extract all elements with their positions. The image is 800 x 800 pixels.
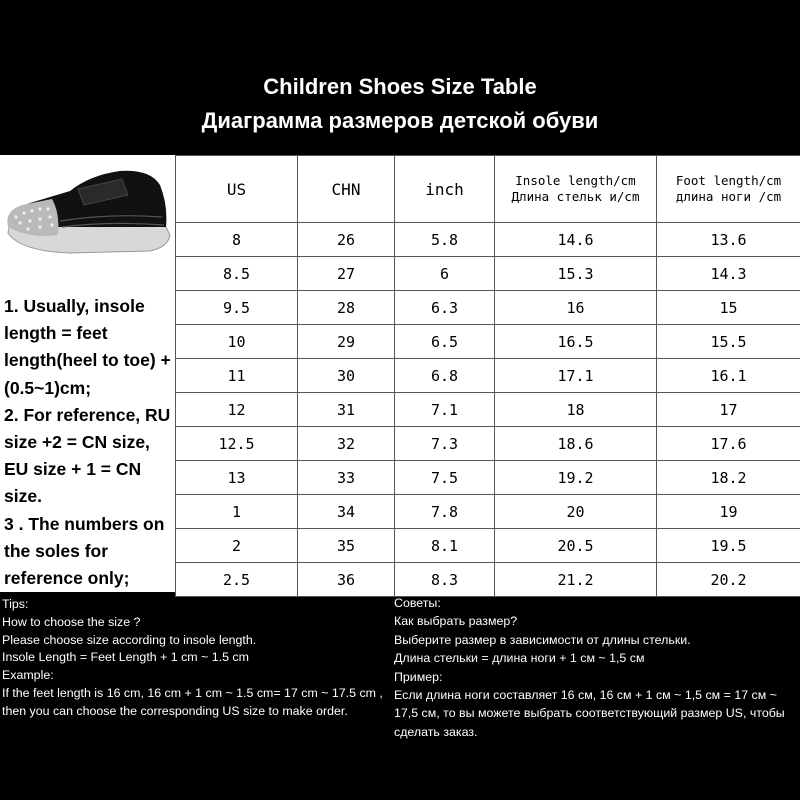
cell-us: 2 — [176, 529, 298, 563]
cell-chn: 29 — [298, 325, 395, 359]
cell-us: 12 — [176, 393, 298, 427]
tips-ru-line: Длина стельки = длина ноги + 1 см ~ 1,5 см — [394, 651, 645, 666]
cell-chn: 28 — [298, 291, 395, 325]
tips-ru-line: Выберите размер в зависимости от длины стельки. — [394, 632, 691, 647]
cell-inch: 7.8 — [395, 495, 495, 529]
cell-foot: 20.2 — [657, 563, 800, 597]
cell-foot: 18.2 — [657, 461, 800, 495]
cell-inch: 6.8 — [395, 359, 495, 393]
note-3: 3 . The numbers on the soles for reference only; — [4, 513, 165, 589]
table-row — [176, 563, 800, 597]
table-row — [176, 495, 800, 529]
header-foot — [657, 156, 800, 223]
cell-us: 9.5 — [176, 291, 298, 325]
cell-insole: 18 — [495, 393, 657, 427]
cell-us: 10 — [176, 325, 298, 359]
tips-ru-line: Если длина ноги составляет 16 см, 16 см + 1 см ~ 1,5 см = 17 см ~ 17,5 см, то вы можете выбрать соответствующий размер US, чтобы сделать заказ. — [394, 688, 785, 739]
cell-foot: 15 — [657, 291, 800, 325]
cell-inch: 8.1 — [395, 529, 495, 563]
table-row — [176, 359, 800, 393]
title-english: Children Shoes Size Table — [263, 74, 537, 99]
cell-chn: 27 — [298, 257, 395, 291]
header-insole-en: Insole length/cm — [515, 173, 636, 188]
header-us: US — [176, 156, 298, 223]
cell-insole: 18.6 — [495, 427, 657, 461]
cell-us: 8.5 — [176, 257, 298, 291]
cell-foot: 17.6 — [657, 427, 800, 461]
cell-foot: 19.5 — [657, 529, 800, 563]
table-row — [176, 291, 800, 325]
tips-en-line: Example: — [2, 668, 54, 683]
cell-inch: 6 — [395, 257, 495, 291]
header-insole-ru: Длина стельк и/cm — [511, 189, 640, 204]
cell-foot: 14.3 — [657, 257, 800, 291]
cell-inch: 7.5 — [395, 461, 495, 495]
table-row — [176, 529, 800, 563]
cell-inch: 7.1 — [395, 393, 495, 427]
cell-chn: 30 — [298, 359, 395, 393]
cell-insole: 16 — [495, 291, 657, 325]
cell-chn: 26 — [298, 223, 395, 257]
header-insole — [495, 156, 657, 223]
cell-insole: 20.5 — [495, 529, 657, 563]
cell-insole: 20 — [495, 495, 657, 529]
tips-ru-line: Как выбрать размер? — [394, 614, 518, 629]
header-chn: CHN — [298, 156, 395, 223]
table-row — [176, 461, 800, 495]
tips-en-line: Tips: — [2, 597, 29, 611]
notes — [4, 293, 172, 592]
shoe-icon — [0, 155, 175, 263]
note-1: 1. Usually, insole length = feet length(heel to toe) + (0.5~1)cm; — [4, 296, 171, 398]
table-row — [176, 223, 800, 257]
tips-en-line: If the feet length is 16 cm, 16 cm + 1 cm ~ 1.5 cm= 17 cm ~ 17.5 cm , then you can choose the corresponding US size to make order. — [2, 685, 383, 718]
size-table — [175, 155, 800, 597]
cell-us: 8 — [176, 223, 298, 257]
table-header-row — [176, 156, 800, 223]
cell-foot: 19 — [657, 495, 800, 529]
cell-chn: 33 — [298, 461, 395, 495]
cell-us: 12.5 — [176, 427, 298, 461]
title-russian: Диаграмма размеров детской обуви — [201, 108, 599, 133]
tips-en-line: Please choose size according to insole length. — [2, 632, 257, 647]
cell-chn: 36 — [298, 563, 395, 597]
cell-insole: 21.2 — [495, 563, 657, 597]
cell-us: 1 — [176, 495, 298, 529]
cell-insole: 19.2 — [495, 461, 657, 495]
cell-chn: 32 — [298, 427, 395, 461]
header-foot-ru: длина ноги /cm — [675, 189, 782, 204]
cell-insole: 17.1 — [495, 359, 657, 393]
cell-inch: 8.3 — [395, 563, 495, 597]
table-row — [176, 427, 800, 461]
cell-us: 13 — [176, 461, 298, 495]
cell-chn: 34 — [298, 495, 395, 529]
cell-inch: 6.5 — [395, 325, 495, 359]
cell-inch: 6.3 — [395, 291, 495, 325]
header-foot-en: Foot length/cm — [675, 173, 782, 188]
cell-insole: 14.6 — [495, 223, 657, 257]
cell-us: 2.5 — [176, 563, 298, 597]
cell-foot: 13.6 — [657, 223, 800, 257]
cell-insole: 16.5 — [495, 325, 657, 359]
cell-inch: 5.8 — [395, 223, 495, 257]
header-inch: inch — [395, 156, 495, 223]
tips-russian — [394, 594, 796, 741]
table-row — [176, 393, 800, 427]
cell-chn: 31 — [298, 393, 395, 427]
cell-foot: 17 — [657, 393, 800, 427]
tips-english — [2, 596, 387, 721]
header — [0, 0, 800, 155]
cell-insole: 15.3 — [495, 257, 657, 291]
tips-ru-line: Советы: — [394, 596, 441, 610]
left-panel — [0, 155, 175, 592]
cell-foot: 16.1 — [657, 359, 800, 393]
tips-en-line: How to choose the size ? — [2, 614, 141, 629]
cell-us: 11 — [176, 359, 298, 393]
cell-inch: 7.3 — [395, 427, 495, 461]
table-row — [176, 257, 800, 291]
tips-en-line: Insole Length = Feet Length + 1 cm ~ 1.5 cm — [2, 650, 249, 665]
note-2: 2. For reference, RU size +2 = CN size, EU size + 1 = CN size. — [4, 404, 171, 507]
cell-chn: 35 — [298, 529, 395, 563]
tips-ru-line: Пример: — [394, 669, 443, 684]
cell-foot: 15.5 — [657, 325, 800, 359]
table-row — [176, 325, 800, 359]
